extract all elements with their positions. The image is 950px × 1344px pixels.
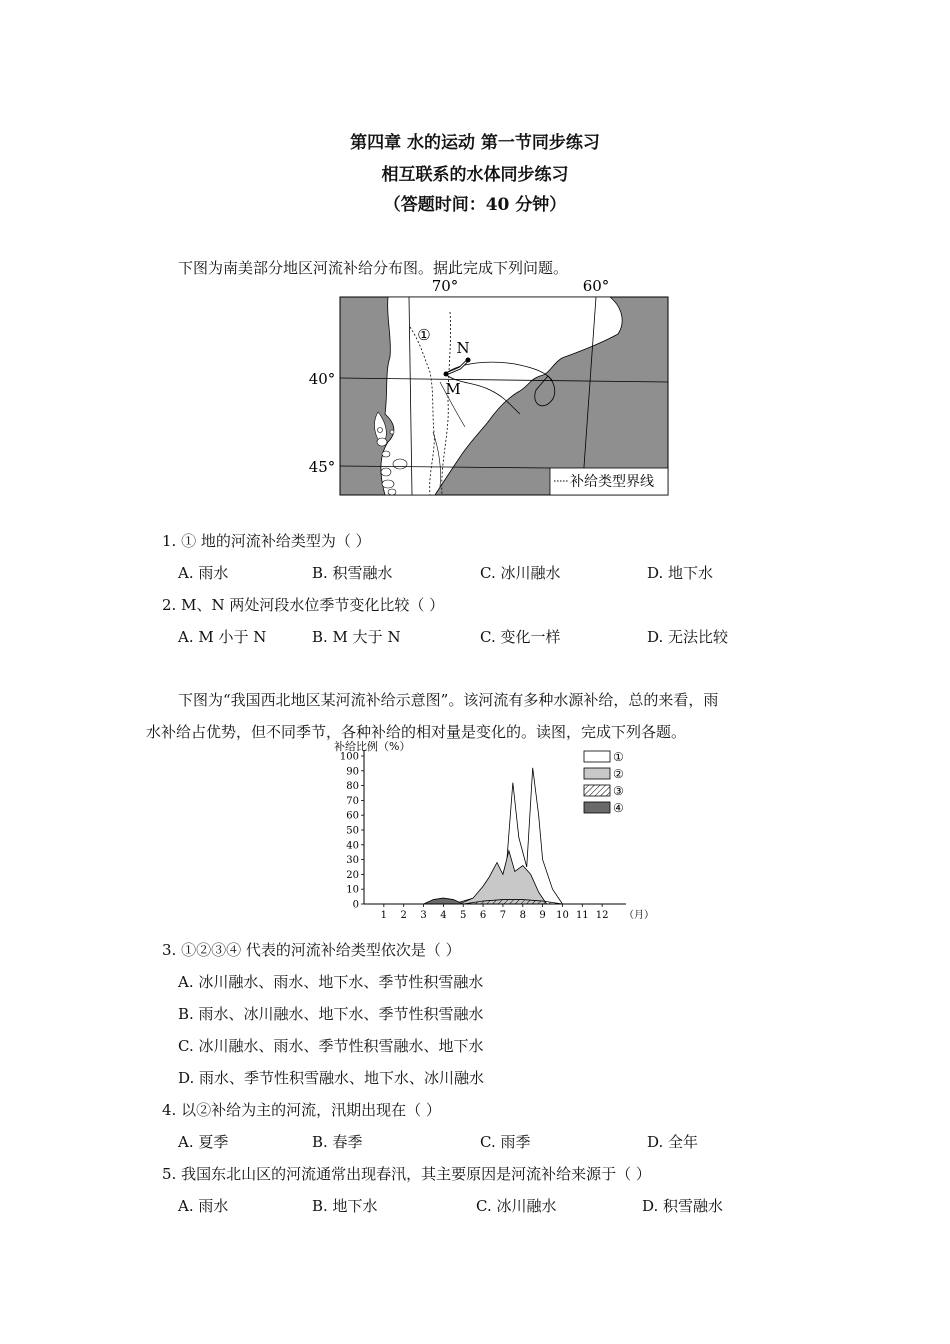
question-1-option-b[interactable]: B. 积雪融水: [312, 564, 393, 582]
question-4-option-c[interactable]: C. 雨季: [480, 1133, 531, 1151]
chart-legend-swatch-2: [584, 768, 610, 779]
chart-legend-swatch-4: [584, 802, 610, 813]
question-5-stem: 5. 我国东北山区的河流通常出现春汛，其主要原因是河流补给来源于（ ）: [162, 1165, 651, 1183]
question-5-option-d[interactable]: D. 积雪融水: [642, 1197, 724, 1215]
chart-x-tick-label: 10: [556, 910, 569, 921]
question-2-option-d[interactable]: D. 无法比较: [647, 628, 729, 646]
chart-legend-label-2: ②: [613, 767, 624, 781]
south-america-map: [300, 272, 680, 504]
question-4-option-d[interactable]: D. 全年: [647, 1133, 699, 1151]
question-4-option-a[interactable]: A. 夏季: [178, 1133, 229, 1151]
chart-x-tick-label: 9: [539, 910, 546, 921]
chart-x-tick-label: 8: [519, 910, 526, 921]
question-4-option-b[interactable]: B. 春季: [312, 1133, 363, 1151]
question-2-stem: 2. M、N 两处河段水位季节变化比较（ ）: [162, 596, 445, 614]
question-5-option-a[interactable]: A. 雨水: [178, 1197, 229, 1215]
chart-x-tick-label: 1: [380, 910, 388, 921]
question-1-stem: 1. ① 地的河流补给类型为（ ）: [162, 532, 371, 550]
chart-x-tick-label: 11: [575, 910, 589, 921]
question-3-option-a[interactable]: A. 冰川融水、雨水、地下水、季节性积雪融水: [178, 973, 484, 991]
chart-y-tick-label: 40: [346, 840, 359, 852]
map-label-m: M: [445, 380, 461, 398]
map-label-lat-45: 45°: [308, 458, 336, 476]
map-legend-label: 补给类型界线: [570, 474, 654, 490]
chart-x-tick-label: 5: [460, 910, 467, 921]
chart-y-tick-label: 90: [346, 766, 359, 778]
chart-x-tick-label: 2: [400, 910, 407, 921]
question-4-stem: 4. 以②补给为主的河流，汛期出现在（ ）: [162, 1101, 441, 1119]
map-label-region-1: ①: [417, 326, 431, 344]
chart-legend-swatch-3: [584, 785, 610, 796]
map-label-n: N: [456, 339, 470, 357]
chart-x-tick-label: 6: [479, 910, 487, 921]
question-3-option-b[interactable]: B. 雨水、冰川融水、地下水、季节性积雪融水: [178, 1005, 484, 1023]
question-2-option-a[interactable]: A. M 小于 N: [178, 628, 267, 646]
chart-ylabel: 补给比例（%）: [334, 740, 411, 753]
question-3-option-d[interactable]: D. 雨水、季节性积雪融水、地下水、冰川融水: [178, 1069, 485, 1087]
chart-x-tick-label: 3: [420, 910, 427, 921]
chart-legend-label-3: ③: [613, 784, 624, 798]
question-3-option-c[interactable]: C. 冰川融水、雨水、季节性积雪融水、地下水: [178, 1037, 484, 1055]
chart-y-tick-label: 30: [346, 855, 359, 867]
chart-y-tick-label: 10: [346, 884, 359, 896]
chart-y-tick-label: 100: [339, 751, 359, 763]
question-2-option-b[interactable]: B. M 大于 N: [312, 628, 401, 646]
point-m: [444, 372, 449, 377]
intro-paragraph-2-line-2: 水补给占优势，但不同季节，各种补给的相对量是变化的。读图，完成下列各题。: [146, 723, 687, 741]
question-1-option-a[interactable]: A. 雨水: [178, 564, 229, 582]
chart-legend-label-4: ④: [613, 801, 624, 815]
map-label-lon-70: 70°: [431, 277, 459, 295]
intro-paragraph-2-line-1: 下图为“我国西北地区某河流补给示意图”。该河流有多种水源补给，总的来看，雨: [178, 691, 719, 709]
chart-y-tick-label: 20: [346, 869, 359, 881]
chart-x-tick-label: 7: [499, 910, 507, 921]
chart-y-tick-label: 50: [346, 825, 359, 837]
question-5-option-c[interactable]: C. 冰川融水: [476, 1197, 557, 1215]
river-supply-chart: [330, 738, 660, 926]
chart-y-tick-label: 60: [346, 810, 359, 822]
chapter-title: 第四章 水的运动 第一节同步练习: [350, 133, 600, 153]
map-label-lat-40: 40°: [308, 370, 336, 388]
chart-series-4-area: [424, 898, 464, 904]
chart-x-tick-label: 12: [595, 910, 609, 921]
point-n: [466, 358, 471, 363]
question-5-option-b[interactable]: B. 地下水: [312, 1197, 378, 1215]
chart-y-tick-label: 80: [346, 781, 359, 793]
chart-legend-label-1: ①: [613, 750, 624, 764]
section-title: 相互联系的水体同步练习: [381, 165, 569, 185]
chart-y-tick-label: 70: [346, 795, 359, 807]
question-1-option-c[interactable]: C. 冰川融水: [480, 564, 561, 582]
intro-paragraph-1: 下图为南美部分地区河流补给分布图。据此完成下列问题。: [178, 259, 569, 277]
time-limit: （答题时间：40 分钟）: [383, 195, 567, 215]
chart-y-tick-label: 0: [352, 899, 359, 911]
map-label-lon-60: 60°: [582, 277, 610, 295]
chart-legend-swatch-1: [584, 751, 610, 762]
question-2-option-c[interactable]: C. 变化一样: [480, 628, 561, 646]
chart-xlabel: （月）: [624, 910, 654, 921]
chart-x-tick-label: 4: [440, 910, 447, 921]
question-3-stem: 3. ①②③④ 代表的河流补给类型依次是（ ）: [162, 941, 461, 959]
question-1-option-d[interactable]: D. 地下水: [647, 564, 714, 582]
